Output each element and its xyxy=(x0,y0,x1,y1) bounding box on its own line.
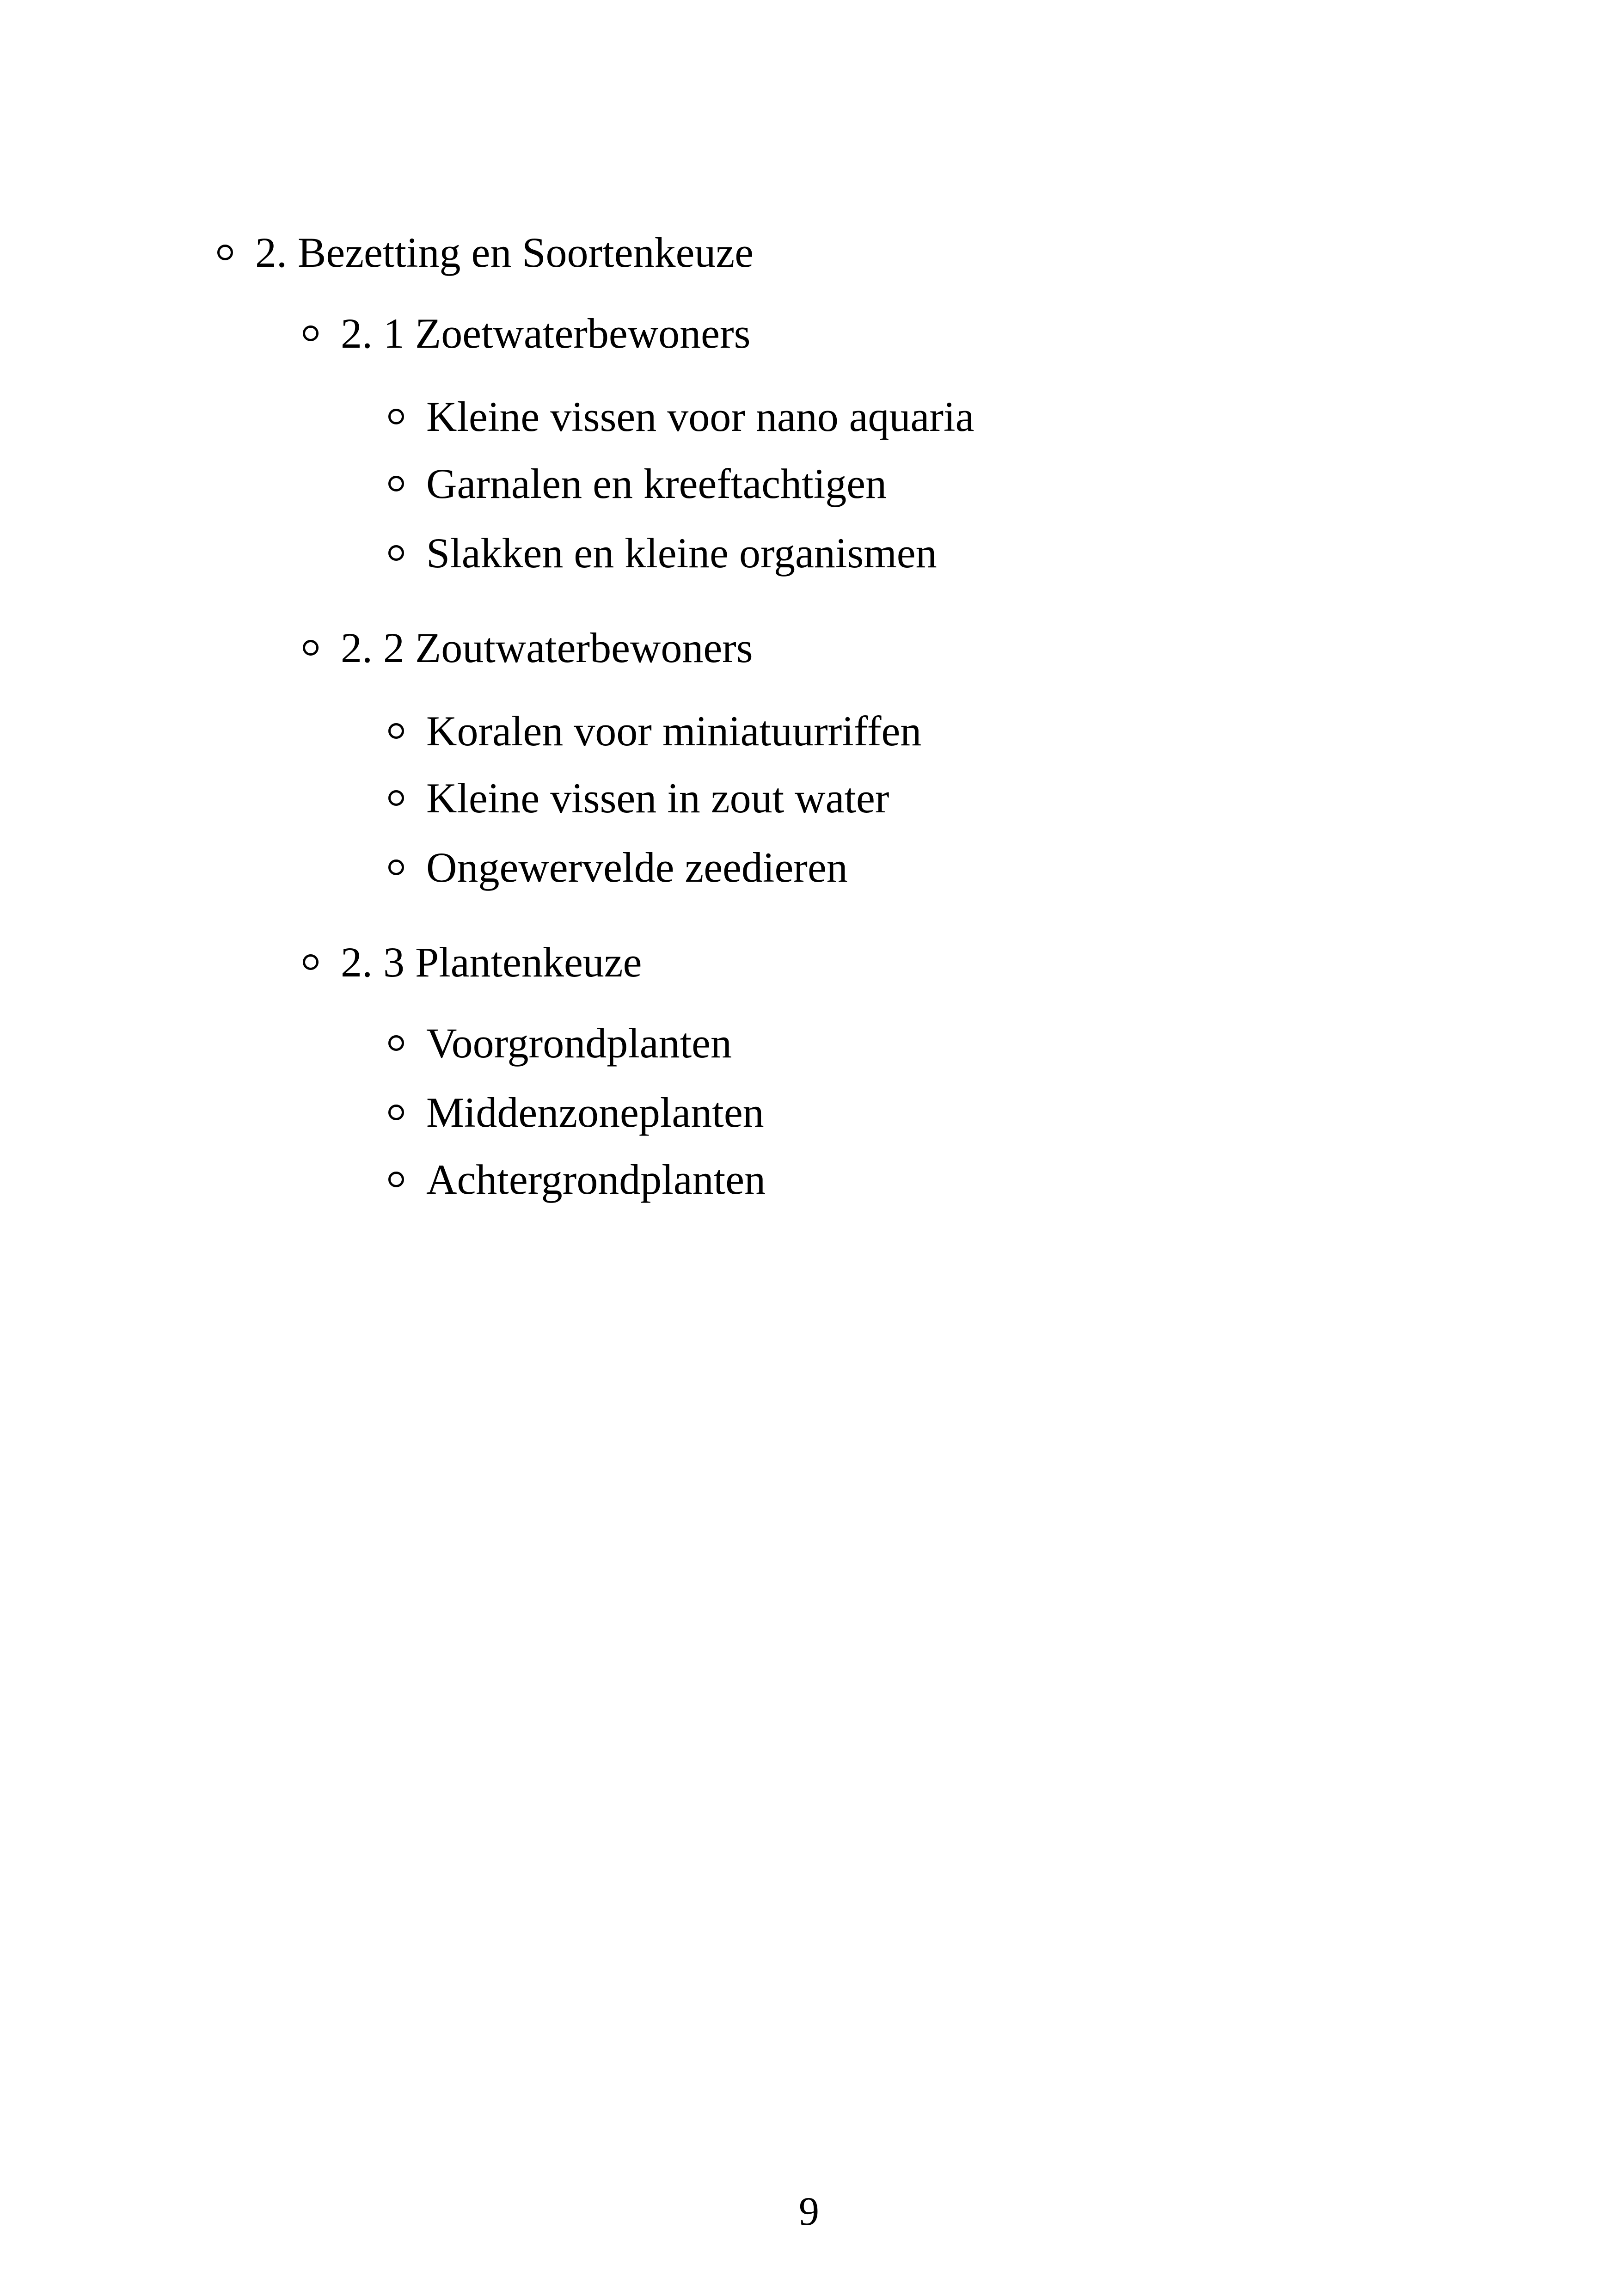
outline-list-item xyxy=(388,1158,766,1201)
outline-section-heading xyxy=(217,231,754,274)
list-item-text: Achtergrondplanten xyxy=(426,1156,766,1203)
circle-bullet-icon xyxy=(388,723,404,739)
page-number: 9 xyxy=(799,2189,819,2234)
list-item-text: Middenzoneplanten xyxy=(426,1089,764,1136)
outline-list-item xyxy=(388,774,889,822)
list-item-text: Kleine vissen in zout water xyxy=(426,774,889,822)
circle-bullet-icon xyxy=(388,1105,404,1120)
circle-bullet-icon xyxy=(388,545,404,561)
outline-subsection-heading xyxy=(303,312,750,355)
circle-bullet-icon xyxy=(388,1172,404,1187)
circle-bullet-icon xyxy=(388,1035,404,1051)
circle-bullet-icon xyxy=(217,245,233,260)
list-item-text: Garnalen en kreeftachtigen xyxy=(426,460,887,507)
list-item-text: Ongewervelde zeedieren xyxy=(426,844,848,891)
list-item-text: Voorgrondplanten xyxy=(426,1019,732,1067)
list-item-text: Koralen voor miniatuurriffen xyxy=(426,707,922,755)
circle-bullet-icon xyxy=(303,640,319,656)
outline-list-item xyxy=(388,846,848,889)
circle-bullet-icon xyxy=(388,476,404,491)
outline-list-item xyxy=(388,395,974,438)
circle-bullet-icon xyxy=(303,325,319,341)
outline-list-item xyxy=(388,707,922,755)
subsection-title: 2. 1 Zoetwaterbewoners xyxy=(341,310,751,357)
list-item-text: Slakken en kleine organismen xyxy=(426,529,937,577)
outline-subsection-heading xyxy=(303,626,753,669)
outline-list-item xyxy=(388,1091,764,1134)
outline-list-item xyxy=(388,462,887,505)
section-title: 2. Bezetting en Soortenkeuze xyxy=(255,229,754,276)
circle-bullet-icon xyxy=(388,790,404,806)
circle-bullet-icon xyxy=(388,409,404,424)
circle-bullet-icon xyxy=(303,954,319,970)
outline-subsection-heading xyxy=(303,939,642,986)
list-item-text: Kleine vissen voor nano aquaria xyxy=(426,393,974,440)
outline-list-item xyxy=(388,529,937,577)
circle-bullet-icon xyxy=(388,859,404,875)
subsection-title: 2. 3 Plantenkeuze xyxy=(341,939,642,986)
subsection-title: 2. 2 Zoutwaterbewoners xyxy=(341,624,753,671)
outline-list-item xyxy=(388,1019,732,1067)
